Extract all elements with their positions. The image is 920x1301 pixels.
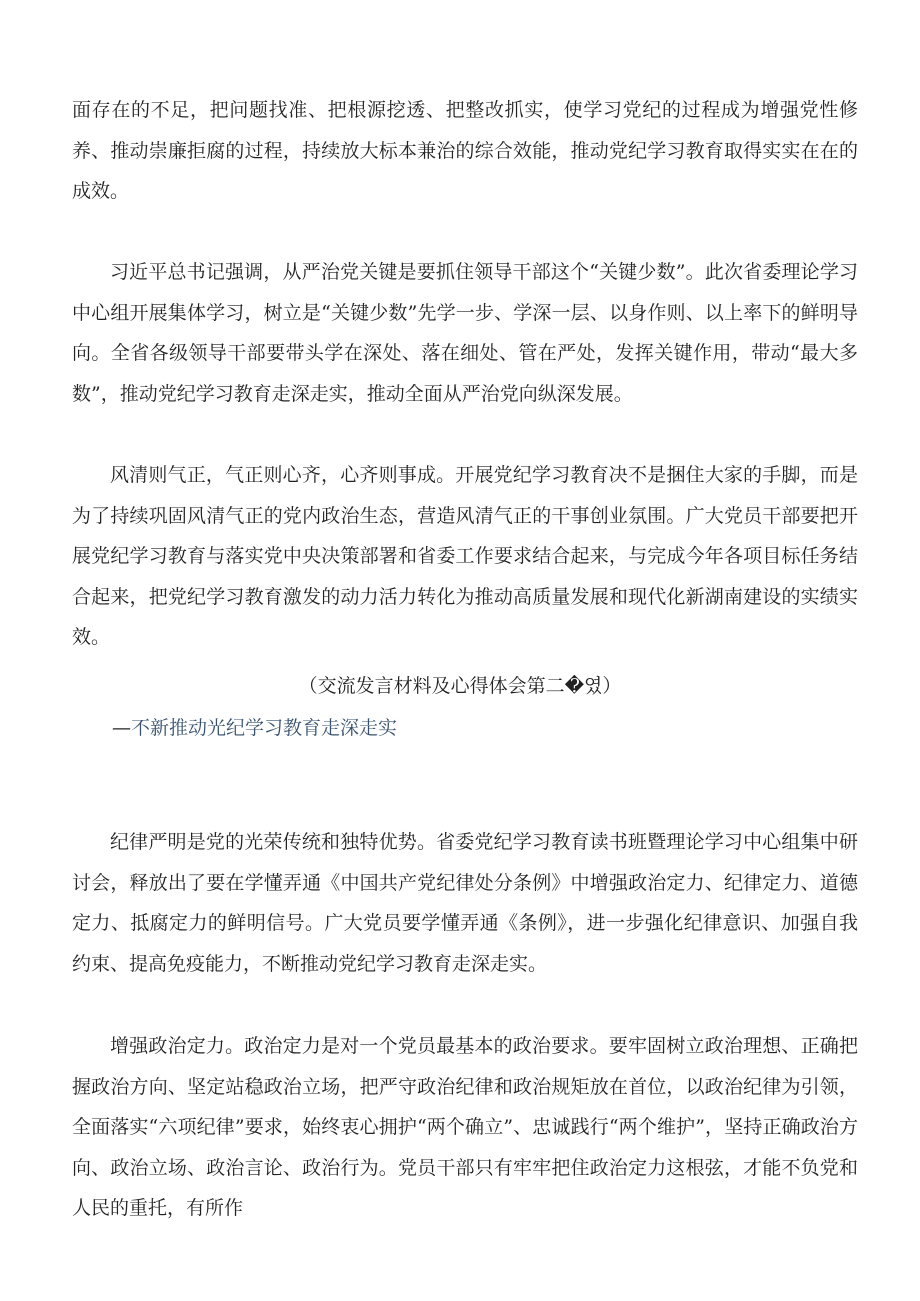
paragraph-5: 增强政治定力。政治定力是对一个党员最基本的政治要求。要牢固树立政治理想、正确把握政治方向、坚定站稳政治立场，把严守政治纪律和政治规矩放在首位，以政治纪律为引领，全面落实“六项纪律”要求，始终衷心拥护“两个确立”、忠诚践行“两个维护”，坚持正确政治方向、政治立场、政治言论、政治行为。党员干部只有牢牢把住政治定力这根弦，才能不负党和人民的重托，有所作 <box>72 1035 858 1220</box>
paragraph-1: 面存在的不足，把问题找准、把根源挖透、把整改抓实，使学习党纪的过程成为增强党性修养、推动崇廉拒腐的过程，持续放大标本兼治的综合效能，推动党纪学习教育取得实实在在的成效。 <box>72 99 858 203</box>
section-subtitle <box>112 708 397 748</box>
subtitle-text: 不新推动光纪学习教育走深走实 <box>131 717 398 739</box>
paragraph-2: 习近平总书记强调，从严治党关键是要抓住领导干部这个“关键少数”。此次省委理论学习中心组开展集体学习，树立是“关键少数”先学一步、学深一层、以身作则、以上率下的鲜明导向。全省各级领导干部要带头学在深处、落在细处、管在严处，发挥关键作用，带动“最大多数”，推动党纪学习教育走深走实，推动全面从严治党向纵深发展。 <box>72 261 858 405</box>
paragraph-3: 风清则气正，气正则心齐，心齐则事成。开展党纪学习教育决不是捆住大家的手脚，而是为了持续巩固风清气正的党内政治生态，营造风清气正的干事创业氛围。广大党员干部要把开展党纪学习教育与落实党中央决策部署和省委工作要求结合起来，与完成今年各项目标任务结合起来，把党纪学习教育激发的动力活力转化为推动高质量发展和现代化新湖南建设的实绩实效。 <box>72 464 858 649</box>
subtitle-dash: — <box>112 717 131 739</box>
paragraph-4: 纪律严明是党的光荣传统和独特优势。省委党纪学习教育读书班暨理论学习中心组集中研讨会，释放出了要在学懂弄通《中国共产党纪律处分条例》中增强政治定力、纪律定力、道德定力、抵腐定力的鲜明信号。广大党员要学懂弄通《条例》，进一步强化纪律意识、加强自我约束、提高免疫能力，不断推动党纪学习教育走深走实。 <box>72 831 858 975</box>
section-caption: （交流发言材料及心得体会第二�였） <box>298 675 622 697</box>
